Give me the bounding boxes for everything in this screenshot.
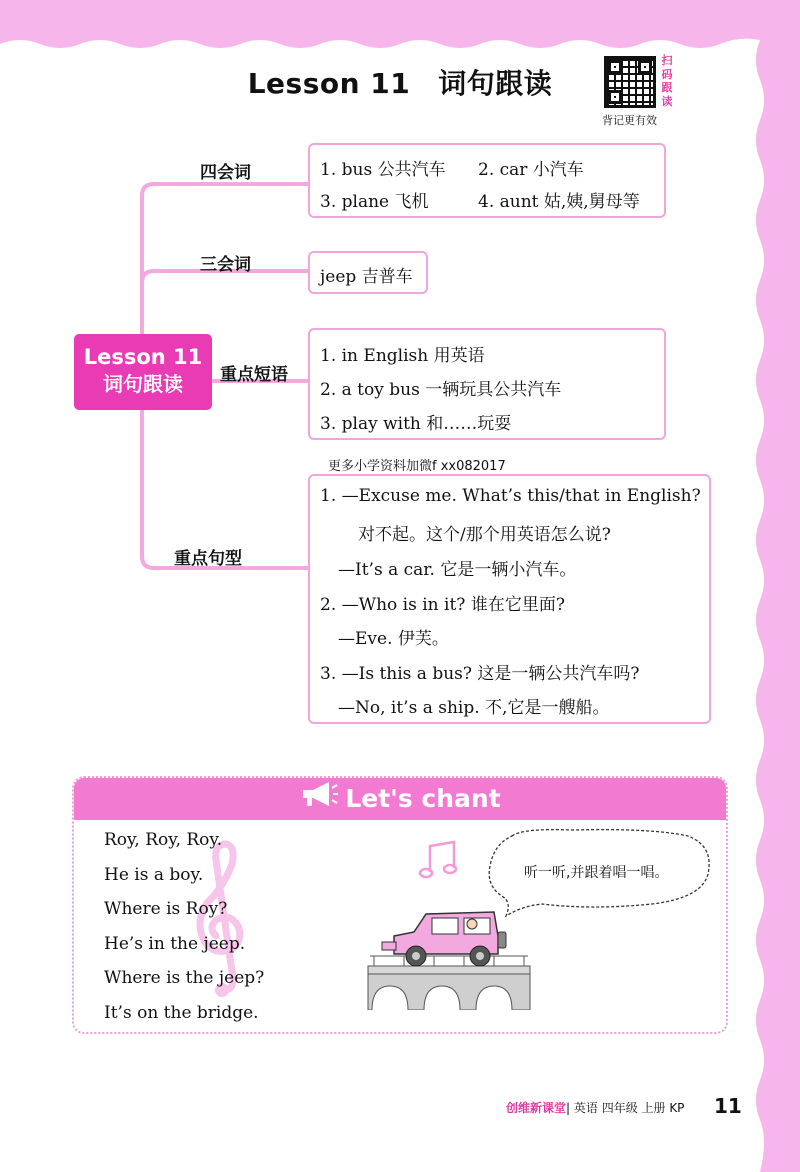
sentence-line: 对不起。这个/那个用英语怎么说? bbox=[358, 525, 611, 545]
word-item: 2. car 小汽车 bbox=[478, 160, 584, 180]
title-cn: 词句跟读 bbox=[438, 67, 553, 100]
chant-line: Where is the jeep? bbox=[104, 968, 265, 988]
phrase-item: 3. play with 和……玩耍 bbox=[320, 414, 512, 434]
label-key-sentences: 重点句型 bbox=[174, 549, 242, 569]
sentence-line: —No, it’s a ship. 不,它是一艘船。 bbox=[338, 698, 610, 718]
megaphone-icon bbox=[299, 779, 339, 821]
phrase-item: 1. in English 用英语 bbox=[320, 346, 485, 366]
chant-line: It’s on the bridge. bbox=[104, 1003, 259, 1023]
word-item: 4. aunt 姑,姨,舅母等 bbox=[478, 192, 640, 212]
four-skill-words-box bbox=[308, 143, 666, 218]
chant-panel bbox=[72, 776, 728, 1034]
hub-line2: 词句跟读 bbox=[103, 372, 183, 396]
chant-title: Let's chant bbox=[345, 784, 501, 813]
sentence-line: —It’s a car. 它是一辆小汽车。 bbox=[338, 560, 577, 580]
phrase-item: 2. a toy bus 一辆玩具公共汽车 bbox=[320, 380, 562, 400]
qr-side-label: 扫 码 跟 读 bbox=[661, 54, 673, 108]
label-four-skill-words: 四会词 bbox=[200, 163, 251, 183]
hub-line1: Lesson 11 bbox=[83, 345, 203, 369]
jeep-on-bridge-illustration bbox=[364, 906, 534, 1010]
chant-line: He is a boy. bbox=[104, 865, 204, 885]
chant-line: He’s in the jeep. bbox=[104, 934, 246, 954]
music-note-icon bbox=[418, 840, 460, 882]
sentence-line: 3. —Is this a bus? 这是一辆公共汽车吗? bbox=[320, 664, 640, 684]
label-three-skill-words: 三会词 bbox=[200, 255, 251, 275]
sentence-line: 2. —Who is in it? 谁在它里面? bbox=[320, 595, 565, 615]
speech-bubble-text: 听一听,并跟着唱一唱。 bbox=[524, 865, 669, 881]
sentence-line: —Eve. 伊芙。 bbox=[338, 629, 449, 649]
word-item: 3. plane 飞机 bbox=[320, 192, 429, 212]
label-key-phrases: 重点短语 bbox=[220, 365, 288, 385]
chant-line: Roy, Roy, Roy. bbox=[104, 830, 223, 850]
title-lesson: Lesson 11 bbox=[247, 67, 411, 100]
sentence-line: 1. —Excuse me. What’s this/that in English? bbox=[320, 486, 701, 506]
key-sentences-box bbox=[308, 474, 711, 724]
qr-caption: 背记更有效 bbox=[602, 114, 657, 127]
word-item: 1. bus 公共汽车 bbox=[320, 160, 446, 180]
footer-info bbox=[506, 1099, 684, 1116]
key-phrases-box bbox=[308, 328, 666, 440]
three-skill-words-box bbox=[308, 251, 428, 294]
footer-brand: 创维新课堂 bbox=[506, 1101, 567, 1115]
resource-note: 更多小学资料加微f xx082017 bbox=[328, 459, 506, 474]
chant-header bbox=[74, 778, 726, 820]
mindmap-hub bbox=[74, 334, 212, 410]
word-item: jeep 吉普车 bbox=[320, 267, 413, 287]
footer-course: | 英语 四年级 上册 KP bbox=[566, 1101, 685, 1115]
page-number: 11 bbox=[714, 1094, 742, 1118]
chant-line: Where is Roy? bbox=[104, 899, 228, 919]
